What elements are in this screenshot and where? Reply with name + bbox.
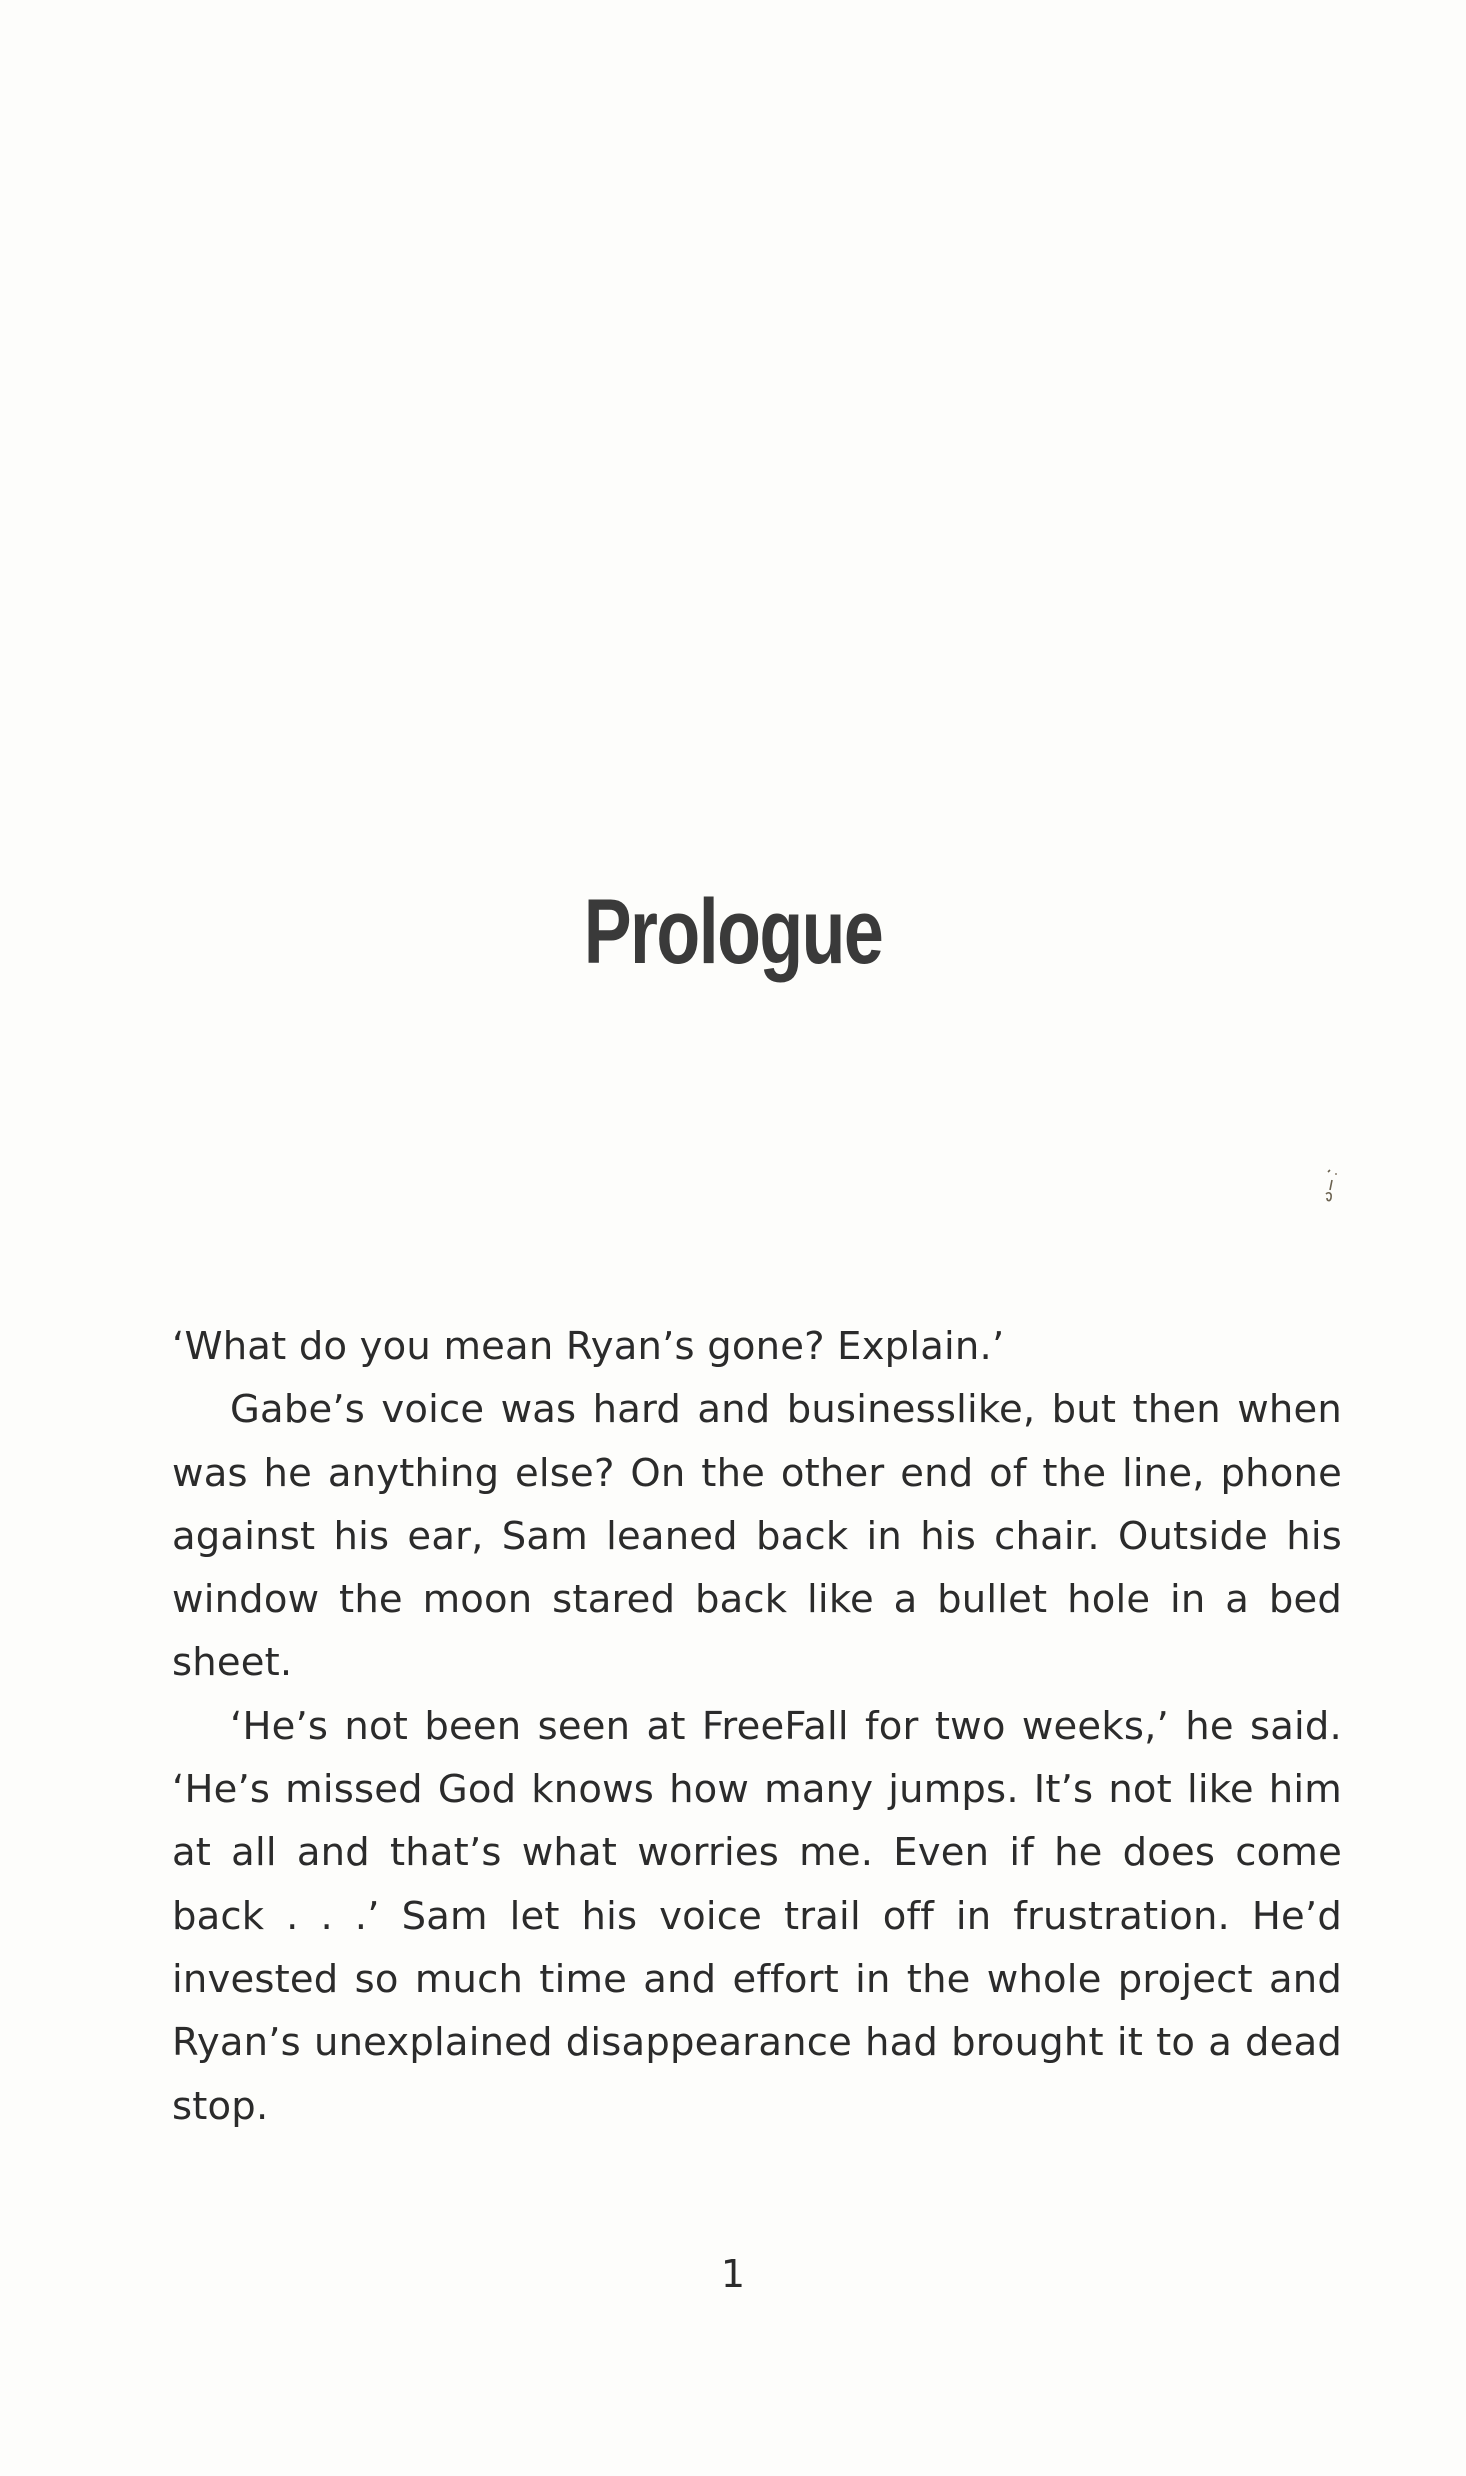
paragraph-3: ‘He’s not been seen at FreeFall for two weeks,’ he said. ‘He’s missed God knows how many jumps. It’s not like him at all and that’s what worries me. Even if he does come back . . .’ Sam let his voice trail off in frustration. He’d invested so much time and effort in the whole project and Ryan’s unexplained disappearance had brought it to a dead stop. [172, 1703, 1342, 2129]
chapter-title: Prologue [583, 881, 883, 983]
paragraph-1: ‘What do you mean Ryan’s gone? Explain.’ [172, 1324, 1005, 1369]
prologue-text [172, 1315, 1342, 2138]
paper-speck [1318, 1168, 1342, 1208]
page-number: 1 [720, 2252, 746, 2296]
paragraph-2: Gabe’s voice was hard and businesslike, but then when was he anything else? On the other end of the line, phone against his ear, Sam leaned back in his chair. Outside his window the moon stared back like a bullet hole in a bed sheet. [172, 1387, 1342, 1686]
